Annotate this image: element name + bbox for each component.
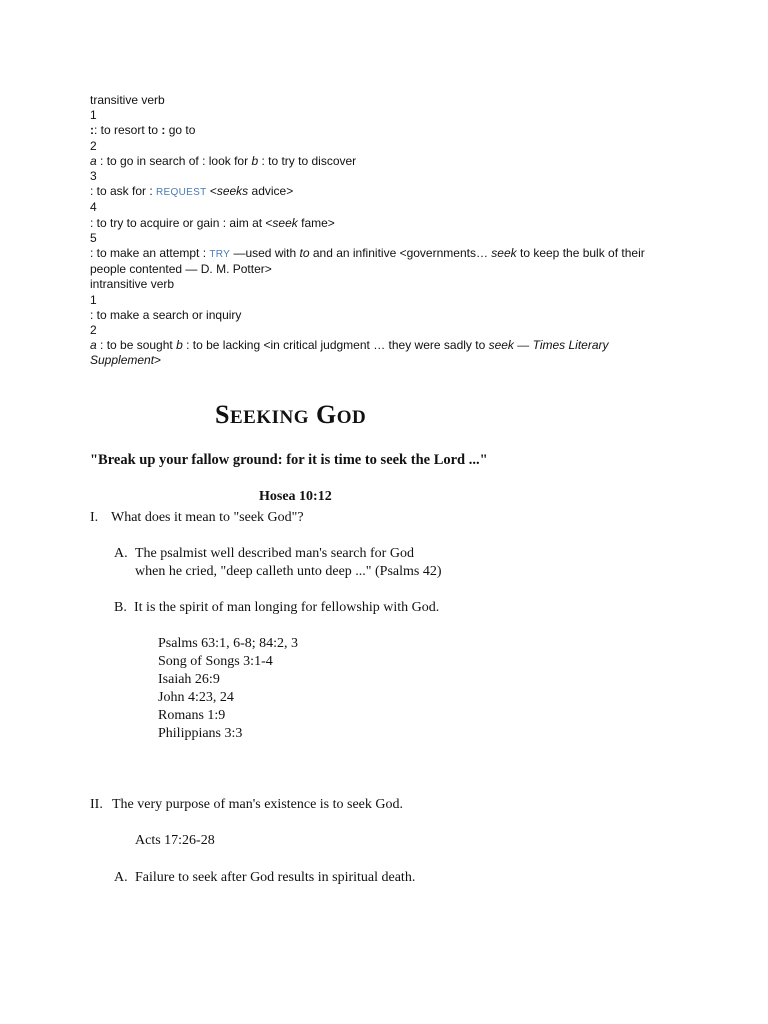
- outline-letter: A.: [114, 546, 128, 561]
- sense-definition: : to try to acquire or gain : aim at <seek fame>: [90, 215, 335, 230]
- scripture-ref-item: John 4:23, 24: [158, 690, 234, 705]
- outline-heading: The very purpose of man's existence is to seek God.: [112, 797, 403, 812]
- sense-number: 1: [90, 108, 97, 123]
- dictionary-definition: [90, 93, 690, 369]
- scripture-ref-item: Song of Songs 3:1-4: [158, 654, 273, 669]
- outline-point: The psalmist well described man's search for God: [135, 546, 414, 561]
- scripture-ref-item: Isaiah 26:9: [158, 672, 220, 687]
- sense-definition: : to make a search or inquiry: [90, 307, 242, 322]
- sense-number: 1: [90, 292, 97, 307]
- sense-definition: :: to resort to : go to: [90, 123, 196, 138]
- outline-number: II.: [90, 797, 103, 812]
- sense-definition: : to ask for : REQUEST <seeks advice>: [90, 184, 294, 199]
- transitive-verb-label: transitive verb: [90, 93, 165, 107]
- outline-number: I.: [90, 510, 99, 525]
- sense-definition: a : to go in search of : look for b : to try to discover: [90, 153, 357, 168]
- sense-definition: a : to be sought b : to be lacking <in critical judgment … they were sadly to seek — Times Literary Supplement>: [90, 338, 609, 368]
- scripture-ref-item: Romans 1:9: [158, 708, 226, 723]
- scripture-quote: "Break up your fallow ground: for it is time to seek the Lord ...": [90, 452, 488, 468]
- scripture-ref-item: Philippians 3:3: [158, 726, 243, 741]
- scripture-reference: Hosea 10:12: [259, 489, 332, 504]
- sense-definition: : to make an attempt : TRY —used with to and an infinitive <governments… seek to keep the bulk of their people contented — D. M. Potter>: [90, 246, 645, 277]
- xref-link[interactable]: REQUEST: [156, 187, 207, 199]
- intransitive-verb-label: intransitive verb: [90, 277, 175, 292]
- sense-number: 5: [90, 230, 97, 245]
- scripture-ref-item: Psalms 63:1, 6-8; 84:2, 3: [158, 636, 299, 651]
- outline-point: Failure to seek after God results in spiritual death.: [135, 870, 416, 885]
- page-title: SEEKING GOD: [215, 400, 367, 429]
- sense-number: 2: [90, 138, 97, 153]
- outline-letter: A.: [114, 870, 128, 885]
- scripture-ref-item: Acts 17:26-28: [135, 833, 215, 848]
- outline-point: when he cried, "deep calleth unto deep ..." (Psalms 42): [135, 564, 442, 579]
- outline-heading: What does it mean to "seek God"?: [111, 510, 304, 525]
- sense-number: 4: [90, 200, 97, 215]
- xref-link[interactable]: TRY: [209, 249, 231, 261]
- sense-number: 2: [90, 323, 97, 338]
- outline-point: It is the spirit of man longing for fellowship with God.: [134, 600, 440, 615]
- outline-letter: B.: [114, 600, 127, 615]
- sense-number: 3: [90, 169, 97, 184]
